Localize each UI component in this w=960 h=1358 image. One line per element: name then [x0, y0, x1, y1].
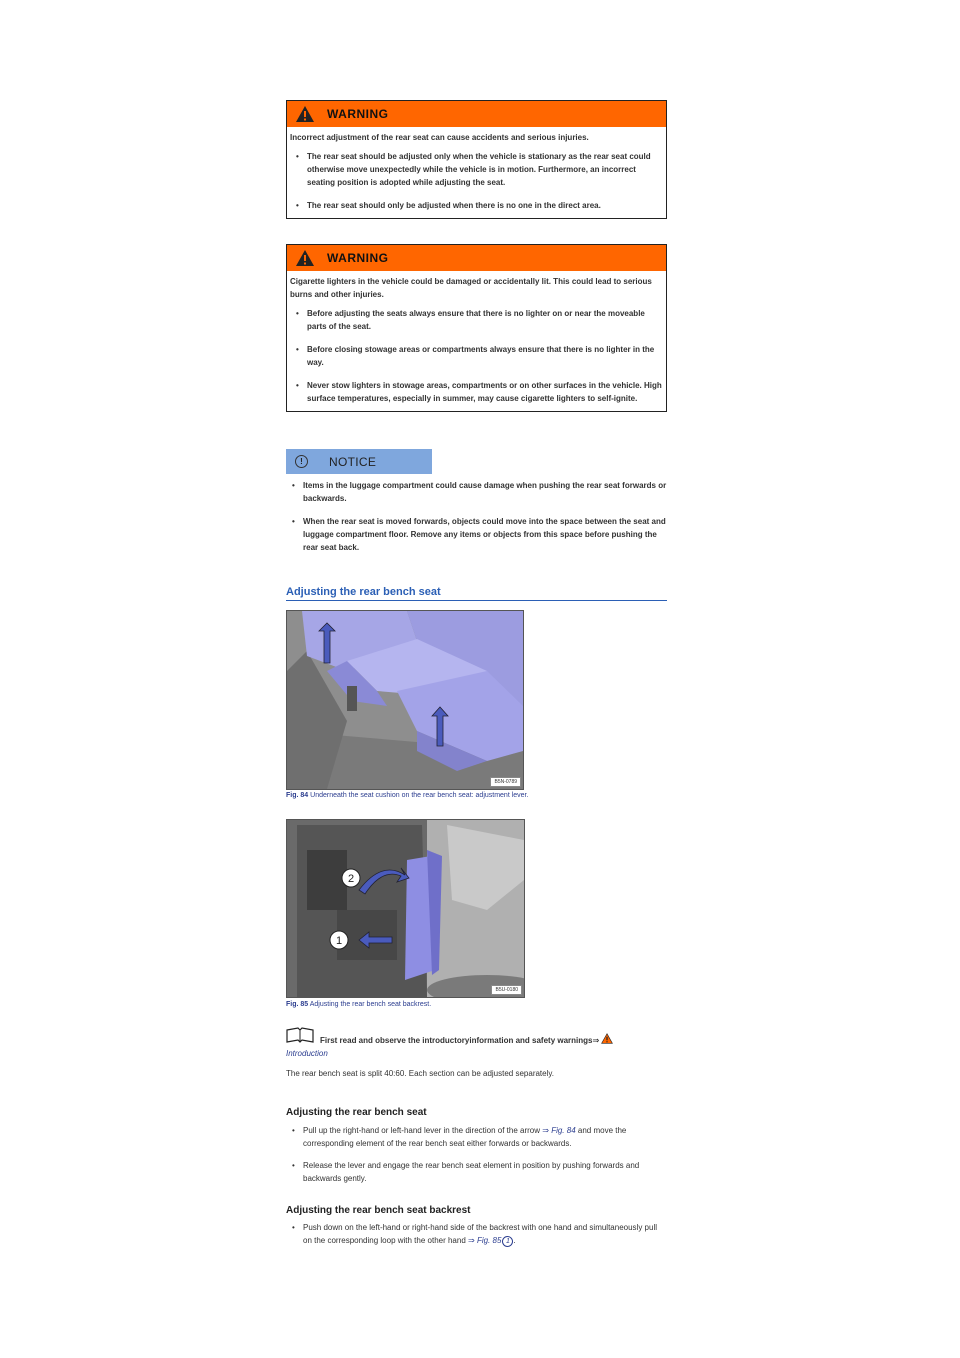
list-text: Push down on the left-hand or right-hand side of the backrest with one hand and simultaneously pull on the corresponding loop with the other hand: [303, 1223, 657, 1245]
notice-body: [286, 479, 667, 564]
subsection-list: [286, 1125, 667, 1195]
warning-triangle-icon: [295, 105, 315, 123]
figure-84-image: [286, 610, 524, 790]
warning-intro: Cigarette lighters in the vehicle could be damaged or accidentally lit. This could lead to serious burns and other injuries.: [290, 277, 652, 299]
arrow-text: ⇒: [592, 1036, 600, 1045]
notice-item: • Items in the luggage compartment could cause damage when pushing the rear seat forwards or backwards.: [286, 479, 667, 505]
figure-85-image: [286, 819, 525, 998]
figure-84-link[interactable]: ⇒ Fig. 84: [542, 1126, 576, 1135]
figure-code: B5N-0789: [490, 777, 521, 787]
list-text: .: [513, 1235, 516, 1245]
introduction-link[interactable]: Introduction: [286, 1049, 328, 1058]
warning-triangle-icon: [295, 249, 315, 267]
warning-box-2: [286, 244, 667, 412]
split-paragraph: The rear bench seat is split 40:60. Each section can be adjusted separately.: [286, 1069, 555, 1078]
notice-item: • When the rear seat is moved forwards, objects could move into the space between the seat and luggage compartment floor. Remove any items or objects from this space before pushing the rear seat back.: [286, 515, 667, 554]
warning-header: [287, 245, 666, 271]
warning-triangle-icon: [601, 1033, 613, 1044]
section-title: Adjusting the rear bench seat: [286, 586, 667, 601]
figure-caption-text: Adjusting the rear bench seat backrest.: [309, 1001, 432, 1008]
warning-title: WARNING: [327, 251, 389, 265]
warning-intro: Incorrect adjustment of the rear seat can cause accidents and serious injuries.: [290, 133, 589, 142]
book-icon: [286, 1027, 314, 1043]
figure-code: B5U-0180: [491, 985, 522, 995]
list-item: [286, 1222, 667, 1247]
warning-item: • Before adjusting the seats always ensure that there is no lighter on or near the moveable parts of the seat.: [290, 307, 662, 333]
read-first-text: First read and observe the introductoryinformation and safety warnings: [320, 1036, 593, 1045]
marker-1: 1: [335, 935, 343, 947]
notice-header: [286, 449, 432, 474]
figure-84-caption: [286, 792, 528, 799]
list-item: • Release the lever and engage the rear bench seat element in position by pushing forwards and backwards gently.: [286, 1160, 667, 1185]
warning-item: • The rear seat should only be adjusted when there is no one in the direct area.: [290, 199, 662, 212]
rear-seat-backrest-illustration: [287, 820, 524, 997]
subsection-title: Adjusting the rear bench seat: [286, 1107, 427, 1118]
notice-title: NOTICE: [329, 454, 377, 469]
figure-label: Fig. 85: [286, 1001, 309, 1008]
subsection-title: Adjusting the rear bench seat backrest: [286, 1205, 471, 1216]
figure-label: Fig. 84: [286, 792, 309, 799]
warning-header: [287, 101, 666, 127]
figure-85-caption: [286, 1001, 431, 1008]
marker-1-badge: 1: [502, 1236, 513, 1247]
rear-seat-cushion-illustration: [287, 611, 523, 789]
list-text: and move the corresponding element of the rear bench seat either forwards or backwards.: [303, 1126, 627, 1148]
warning-item: • The rear seat should be adjusted only when the vehicle is stationary as the rear seat could otherwise move unexpectedly while the vehicle is in motion. Furthermore, an incorrect seating position is adopted while adjusting the seat.: [290, 150, 662, 189]
list-text: Pull up the right-hand or left-hand lever in the direction of the arrow: [303, 1126, 541, 1135]
list-item: [286, 1125, 667, 1150]
warning-item: • Never stow lighters in stowage areas, compartments or on other surfaces in the vehicle. High surface temperatures, especially in summer, may cause cigarette lighters to self-ignite.: [290, 379, 662, 405]
subsection-list: [286, 1222, 667, 1257]
figure-caption-text: Underneath the seat cushion on the rear bench seat: adjustment lever.: [310, 792, 529, 799]
figure-85-link[interactable]: ⇒ Fig. 85 1: [468, 1236, 513, 1245]
warning-box-1: [286, 100, 667, 219]
exclamation-icon: !: [295, 455, 308, 468]
marker-2: 2: [347, 873, 355, 885]
warning-title: WARNING: [327, 107, 389, 121]
warning-item: • Before closing stowage areas or compartments always ensure that there is no lighter in the way.: [290, 343, 662, 369]
